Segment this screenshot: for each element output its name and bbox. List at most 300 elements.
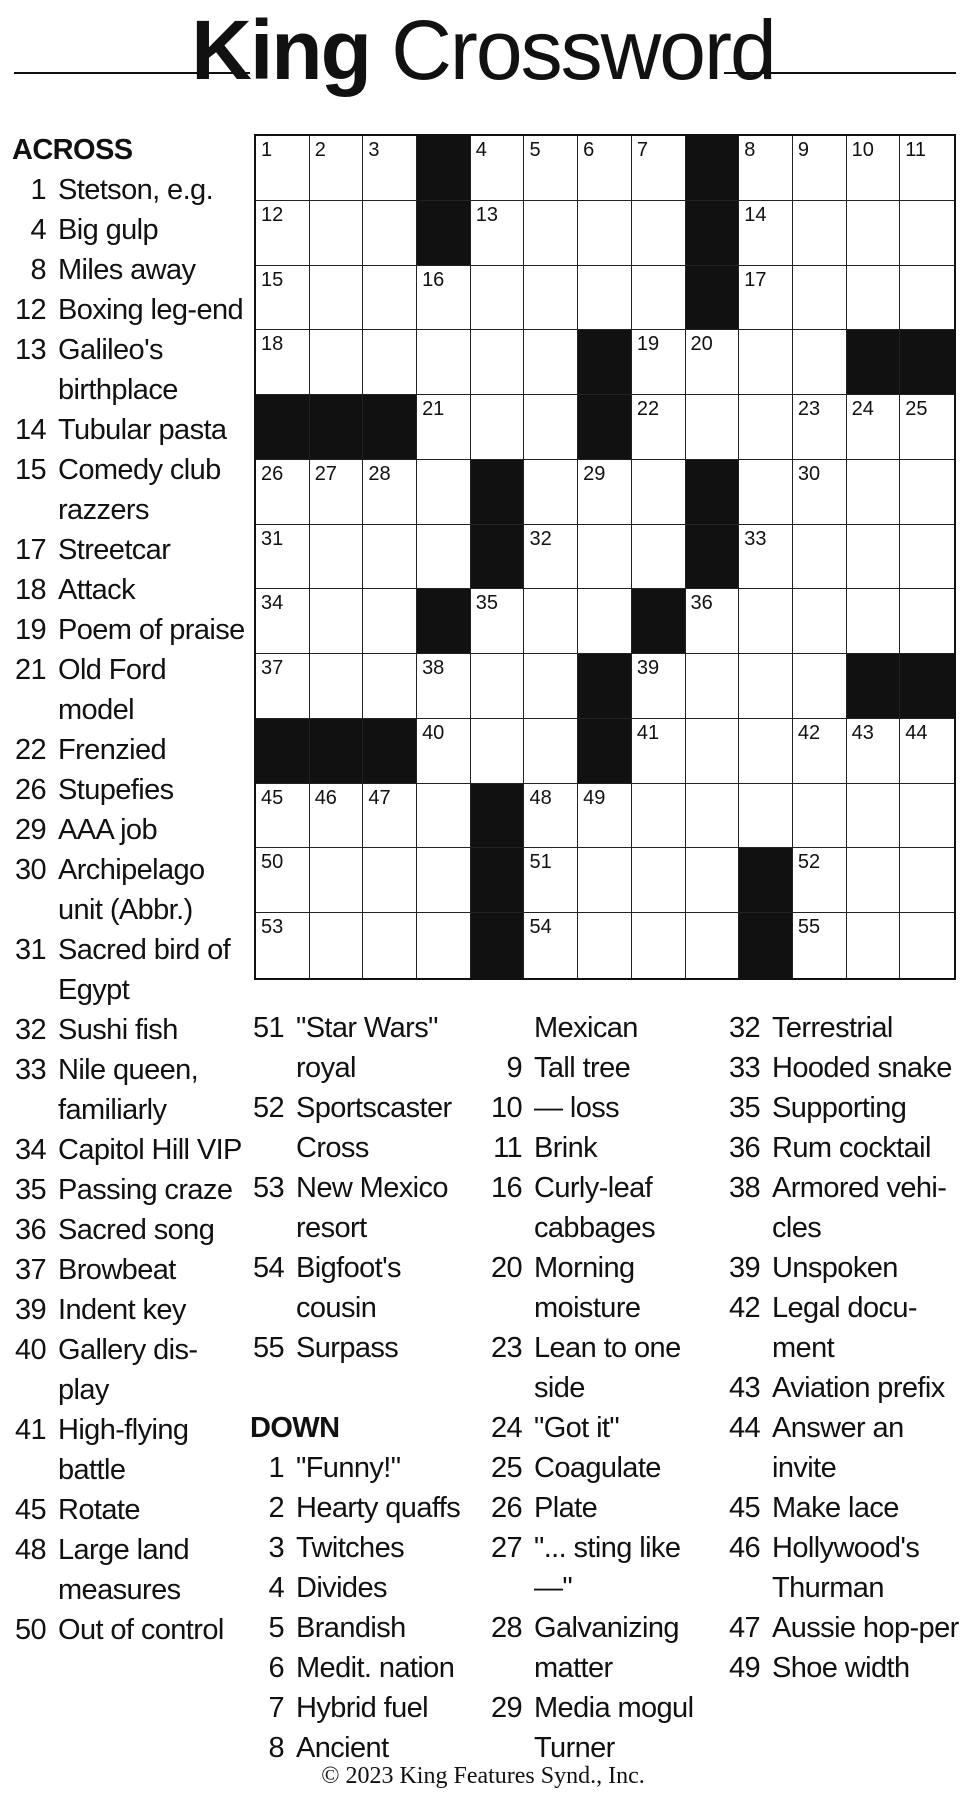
across-clue — [12, 730, 248, 770]
clue-text: Shoe width — [772, 1652, 910, 1684]
clue-text: Galvanizing matter — [534, 1612, 679, 1684]
grid-cell[interactable] — [363, 589, 417, 654]
across-clue — [12, 770, 248, 810]
grid-cell[interactable] — [363, 913, 417, 978]
down-clue — [488, 1088, 720, 1128]
grid-cell[interactable] — [686, 913, 740, 978]
black-square — [686, 460, 740, 525]
clue-number: 22 — [14, 734, 46, 766]
grid-cell[interactable] — [471, 719, 525, 784]
grid-cell[interactable] — [632, 719, 686, 784]
clue-number: 40 — [14, 1334, 46, 1366]
clue-number: 43 — [851, 721, 874, 744]
across-clue — [12, 450, 248, 530]
grid-cell[interactable] — [632, 784, 686, 849]
grid-cell[interactable] — [900, 201, 954, 266]
clue-text: "Funny!" — [296, 1452, 401, 1484]
black-square — [417, 201, 471, 266]
grid-cell[interactable] — [578, 589, 632, 654]
grid-cell[interactable] — [310, 784, 364, 849]
grid-cell[interactable] — [793, 589, 847, 654]
grid-cell[interactable] — [578, 266, 632, 331]
grid-cell[interactable] — [847, 460, 901, 525]
grid-cell[interactable] — [256, 784, 310, 849]
grid-cell[interactable] — [900, 525, 954, 590]
clue-number: 46 — [728, 1532, 760, 1564]
grid-cell[interactable] — [256, 589, 310, 654]
grid-cell[interactable] — [363, 848, 417, 913]
down-clues-column-3 — [488, 1008, 720, 1768]
grid-cell[interactable] — [793, 654, 847, 719]
copyright: © 2023 King Features Synd., Inc. — [321, 1763, 645, 1789]
grid-cell[interactable] — [256, 913, 310, 978]
clue-number: 27 — [314, 462, 337, 485]
clue-number: 15 — [261, 268, 284, 291]
grid-cell[interactable] — [256, 460, 310, 525]
clue-number: 4 — [30, 214, 46, 246]
down-clue — [488, 1248, 720, 1328]
grid-cell[interactable] — [847, 266, 901, 331]
clue-text: "Star Wars" royal — [296, 1012, 438, 1084]
crossword-grid — [254, 134, 956, 980]
grid-cell[interactable] — [471, 201, 525, 266]
down-clue — [726, 1528, 964, 1608]
clue-number: 16 — [422, 268, 445, 291]
clue-number: 41 — [14, 1414, 46, 1446]
clue-number: 10 — [851, 139, 874, 161]
clue-text: Stupefies — [58, 774, 174, 806]
clue-number: 8 — [744, 139, 756, 161]
clue-number: 38 — [422, 657, 445, 680]
clue-text: Armored vehi-cles — [772, 1172, 947, 1244]
clue-text: Medit. nation — [296, 1652, 455, 1684]
grid-cell[interactable] — [417, 719, 471, 784]
grid-cell[interactable] — [739, 266, 793, 331]
grid-cell[interactable] — [256, 654, 310, 719]
clue-text: Twitches — [296, 1532, 405, 1564]
down-clue — [726, 1608, 964, 1648]
clue-number: 3 — [368, 139, 380, 161]
down-clue — [250, 1688, 482, 1728]
grid-cell[interactable] — [524, 589, 578, 654]
clue-number: 21 — [422, 398, 445, 421]
clue-number: 6 — [268, 1652, 284, 1684]
clue-number: 30 — [797, 462, 821, 485]
clue-number: 39 — [14, 1294, 46, 1326]
grid-cell[interactable] — [686, 848, 740, 913]
grid-cell[interactable] — [310, 201, 364, 266]
clue-text: Aussie hop-per — [772, 1612, 959, 1644]
clue-number: 51 — [529, 851, 552, 874]
clue-number: 44 — [728, 1412, 760, 1444]
across-clue — [250, 1008, 482, 1088]
black-square — [256, 395, 310, 460]
across-clue — [12, 650, 248, 730]
clue-number: 7 — [636, 139, 648, 161]
grid-cell[interactable] — [793, 719, 847, 784]
clue-text: Legal docu-ment — [772, 1292, 917, 1364]
grid-cell[interactable] — [686, 395, 740, 460]
grid-cell[interactable] — [256, 525, 310, 590]
black-square — [686, 266, 740, 331]
grid-cell[interactable] — [900, 848, 954, 913]
grid-cell[interactable] — [524, 848, 578, 913]
grid-cell[interactable] — [524, 395, 578, 460]
clue-number: 7 — [268, 1692, 284, 1724]
grid-cell[interactable] — [417, 913, 471, 978]
clue-number: 16 — [490, 1172, 522, 1204]
grid-cell[interactable] — [847, 395, 901, 460]
grid-cell[interactable] — [524, 201, 578, 266]
grid-cell[interactable] — [632, 201, 686, 266]
down-clue — [250, 1488, 482, 1528]
clue-number: 29 — [14, 814, 46, 846]
clue-text: Hooded snake — [772, 1052, 952, 1084]
grid-cell[interactable] — [739, 784, 793, 849]
grid-cell[interactable] — [632, 395, 686, 460]
across-clue — [250, 1088, 482, 1168]
down-clue — [488, 1448, 720, 1488]
clue-text: Answer an invite — [772, 1412, 904, 1484]
grid-cell[interactable] — [686, 719, 740, 784]
grid-cell[interactable] — [578, 525, 632, 590]
title-king: King — [191, 3, 370, 97]
across-clue — [12, 1330, 248, 1410]
grid-cell[interactable] — [471, 395, 525, 460]
clue-text: Tall tree — [534, 1052, 631, 1084]
clue-number: 20 — [490, 1252, 522, 1284]
grid-cell[interactable] — [310, 654, 364, 719]
grid-cell[interactable] — [363, 525, 417, 590]
grid-cell[interactable] — [417, 525, 471, 590]
clue-number: 31 — [261, 527, 284, 550]
grid-cell[interactable] — [310, 848, 364, 913]
grid-cell[interactable] — [847, 136, 901, 201]
down-clue — [250, 1608, 482, 1648]
grid-cell[interactable] — [847, 719, 901, 784]
black-square — [847, 330, 901, 395]
clue-number: 12 — [14, 294, 46, 326]
down-clue — [488, 1048, 720, 1088]
clue-number: 50 — [14, 1614, 46, 1646]
clue-text: Hollywood's Thurman — [772, 1532, 920, 1604]
across-clue — [12, 1250, 248, 1290]
down-heading: DOWN — [250, 1412, 340, 1444]
across-clue — [12, 1130, 248, 1170]
clue-number: 45 — [728, 1492, 760, 1524]
grid-cell[interactable] — [256, 136, 310, 201]
grid-cell[interactable] — [524, 913, 578, 978]
across-clue — [12, 850, 248, 930]
grid-cell[interactable] — [793, 201, 847, 266]
grid-cell[interactable] — [793, 330, 847, 395]
grid-cell[interactable] — [310, 330, 364, 395]
grid-cell[interactable] — [900, 589, 954, 654]
black-square — [686, 136, 740, 201]
grid-cell[interactable] — [578, 460, 632, 525]
clue-number: 29 — [490, 1692, 522, 1724]
clue-number: 33 — [728, 1052, 760, 1084]
down-clue — [488, 1528, 720, 1608]
across-clue — [12, 930, 248, 1010]
grid-cell[interactable] — [793, 266, 847, 331]
grid-cell[interactable] — [417, 784, 471, 849]
clue-number: 17 — [744, 268, 767, 291]
grid-cell[interactable] — [632, 654, 686, 719]
clue-number: 25 — [905, 398, 928, 421]
grid-cell[interactable] — [256, 201, 310, 266]
grid-cell[interactable] — [739, 460, 793, 525]
grid-cell[interactable] — [310, 460, 364, 525]
down-clue — [726, 1488, 964, 1528]
grid-cell[interactable] — [793, 136, 847, 201]
grid-cell[interactable] — [471, 654, 525, 719]
clue-text: Gallery dis-play — [58, 1334, 198, 1406]
grid-cell[interactable] — [793, 525, 847, 590]
grid-cell[interactable] — [632, 460, 686, 525]
clue-number: 31 — [14, 934, 46, 966]
grid-cell[interactable] — [686, 330, 740, 395]
clue-number: 27 — [490, 1532, 522, 1564]
clue-number: 48 — [14, 1534, 46, 1566]
clue-number: 42 — [797, 721, 821, 744]
clue-number: 45 — [14, 1494, 46, 1526]
clue-text: Rotate — [58, 1494, 140, 1526]
grid-cell[interactable] — [363, 784, 417, 849]
clue-text: Sacred bird of Egypt — [58, 934, 231, 1006]
grid-cell[interactable] — [524, 136, 578, 201]
down-clue — [726, 1048, 964, 1088]
clue-number: 17 — [14, 534, 46, 566]
grid-cell[interactable] — [900, 719, 954, 784]
grid-cell[interactable] — [417, 330, 471, 395]
clue-text: Capitol Hill VIP — [58, 1134, 242, 1166]
clue-number: 42 — [728, 1292, 760, 1324]
clue-number: 14 — [744, 203, 767, 226]
black-square — [471, 848, 525, 913]
clue-number: 15 — [14, 454, 46, 486]
grid-cell[interactable] — [793, 784, 847, 849]
grid-cell[interactable] — [578, 784, 632, 849]
clue-text: Browbeat — [58, 1254, 176, 1286]
down-clue — [488, 1168, 720, 1248]
clue-number: 8 — [268, 1732, 284, 1764]
clue-number: 24 — [851, 398, 874, 421]
grid-cell[interactable] — [793, 913, 847, 978]
clue-number: 54 — [529, 916, 552, 939]
grid-cell[interactable] — [793, 395, 847, 460]
clue-number: 49 — [583, 786, 606, 809]
clue-text: Aviation prefix — [772, 1372, 945, 1404]
down-clue — [726, 1088, 964, 1128]
black-square — [578, 719, 632, 784]
grid-cell[interactable] — [578, 136, 632, 201]
grid-cell[interactable] — [363, 460, 417, 525]
grid-cell[interactable] — [632, 525, 686, 590]
clue-number: 2 — [314, 139, 326, 161]
clue-text: Sushi fish — [58, 1014, 178, 1046]
grid-cell[interactable] — [847, 784, 901, 849]
grid-cell[interactable] — [578, 913, 632, 978]
black-square — [578, 654, 632, 719]
clue-number: 29 — [583, 462, 606, 485]
grid-cell[interactable] — [900, 395, 954, 460]
grid-cell[interactable] — [739, 525, 793, 590]
clue-number: 11 — [905, 139, 927, 161]
grid-cell[interactable] — [417, 848, 471, 913]
black-square — [417, 589, 471, 654]
grid-cell[interactable] — [471, 589, 525, 654]
clue-number: 50 — [261, 851, 284, 874]
clue-text: Old Ford model — [58, 654, 167, 726]
clue-number: 36 — [728, 1132, 760, 1164]
grid-cell[interactable] — [417, 266, 471, 331]
grid-cell[interactable] — [739, 589, 793, 654]
clue-text: Make lace — [772, 1492, 899, 1524]
across-clue — [12, 170, 248, 210]
grid-cell[interactable] — [417, 395, 471, 460]
grid-cell[interactable] — [471, 330, 525, 395]
clue-number: 11 — [493, 1132, 522, 1164]
clue-number: 40 — [422, 721, 445, 744]
across-clues-column-1 — [12, 130, 248, 1650]
grid-cell[interactable] — [900, 136, 954, 201]
grid-cell[interactable] — [632, 848, 686, 913]
grid-cell[interactable] — [363, 136, 417, 201]
clue-number: 51 — [252, 1012, 284, 1044]
grid-cell[interactable] — [847, 913, 901, 978]
grid-cell[interactable] — [632, 913, 686, 978]
grid-cell[interactable] — [310, 913, 364, 978]
black-square — [471, 460, 525, 525]
grid-cell[interactable] — [310, 589, 364, 654]
clue-text: Passing craze — [58, 1174, 233, 1206]
grid-cell[interactable] — [847, 201, 901, 266]
clue-text: Terrestrial — [772, 1012, 893, 1044]
grid-cell[interactable] — [417, 654, 471, 719]
grid-cell[interactable] — [524, 525, 578, 590]
grid-cell[interactable] — [256, 330, 310, 395]
grid-cell[interactable] — [256, 266, 310, 331]
clue-text: Stetson, e.g. — [58, 174, 214, 206]
grid-cell[interactable] — [417, 460, 471, 525]
clues-column-2 — [250, 1008, 482, 1768]
grid-cell[interactable] — [739, 395, 793, 460]
down-clue — [250, 1448, 482, 1488]
clue-number: 54 — [252, 1252, 284, 1284]
grid-cell[interactable] — [524, 654, 578, 719]
down-clue — [250, 1648, 482, 1688]
clue-number: 35 — [728, 1092, 760, 1124]
grid-cell[interactable] — [363, 266, 417, 331]
clue-text: Divides — [296, 1572, 387, 1604]
grid-cell[interactable] — [310, 266, 364, 331]
grid-cell[interactable] — [363, 330, 417, 395]
clue-text: Streetcar — [58, 534, 171, 566]
grid-cell[interactable] — [900, 913, 954, 978]
grid-cell[interactable] — [847, 848, 901, 913]
clue-number: 35 — [14, 1174, 46, 1206]
grid-cell[interactable] — [793, 460, 847, 525]
grid-cell[interactable] — [900, 460, 954, 525]
clue-text: "... sting like —" — [534, 1532, 681, 1604]
grid-cell[interactable] — [524, 460, 578, 525]
grid-cell[interactable] — [632, 266, 686, 331]
grid-cell[interactable] — [686, 589, 740, 654]
clue-number: 1 — [261, 139, 273, 161]
down-clue — [488, 1488, 720, 1528]
grid-cell[interactable] — [686, 784, 740, 849]
grid-cell[interactable] — [524, 330, 578, 395]
clue-number: 45 — [261, 786, 284, 809]
clue-number: 26 — [261, 462, 284, 485]
clue-text: AAA job — [58, 814, 157, 846]
grid-cell[interactable] — [739, 136, 793, 201]
grid-cell[interactable] — [471, 266, 525, 331]
grid-cell[interactable] — [578, 848, 632, 913]
grid-cell[interactable] — [632, 136, 686, 201]
grid-cell[interactable] — [847, 525, 901, 590]
grid-cell[interactable] — [524, 719, 578, 784]
clue-number: 36 — [690, 592, 713, 615]
across-clue — [12, 1410, 248, 1490]
clue-text: Big gulp — [58, 214, 158, 246]
clue-text: Sportscaster Cross — [296, 1092, 452, 1164]
clue-number: 4 — [475, 139, 487, 161]
across-clue — [250, 1168, 482, 1248]
across-clue — [250, 1328, 482, 1368]
clue-number: 1 — [268, 1452, 284, 1484]
grid-cell[interactable] — [739, 719, 793, 784]
grid-cell[interactable] — [739, 330, 793, 395]
clue-text: Brandish — [296, 1612, 406, 1644]
grid-cell[interactable] — [793, 848, 847, 913]
grid-cell[interactable] — [310, 525, 364, 590]
clue-number: 6 — [583, 139, 595, 161]
grid-cell[interactable] — [363, 201, 417, 266]
grid-cell[interactable] — [524, 266, 578, 331]
clue-number: 5 — [529, 139, 541, 161]
across-clue — [12, 1170, 248, 1210]
down-clue — [726, 1168, 964, 1248]
clue-text: Comedy club razzers — [58, 454, 221, 526]
clue-number: 33 — [744, 527, 767, 550]
grid-cell[interactable] — [632, 330, 686, 395]
clue-text: Plate — [534, 1492, 598, 1524]
grid-cell[interactable] — [686, 654, 740, 719]
grid-cell[interactable] — [524, 784, 578, 849]
clue-number: 43 — [728, 1372, 760, 1404]
across-clue — [12, 1290, 248, 1330]
grid-cell[interactable] — [847, 589, 901, 654]
across-clue — [12, 250, 248, 290]
grid-cell[interactable] — [739, 654, 793, 719]
grid-cell[interactable] — [256, 848, 310, 913]
clue-number: 19 — [636, 333, 660, 356]
grid-cell[interactable] — [900, 784, 954, 849]
grid-cell[interactable] — [310, 136, 364, 201]
grid-cell[interactable] — [739, 201, 793, 266]
grid-cell[interactable] — [900, 266, 954, 331]
grid-cell[interactable] — [578, 201, 632, 266]
across-clue — [12, 1490, 248, 1530]
clue-number: 34 — [14, 1134, 46, 1166]
down-clue — [250, 1528, 482, 1568]
grid-cell[interactable] — [363, 654, 417, 719]
clue-number: 21 — [14, 654, 46, 686]
grid-cell[interactable] — [471, 136, 525, 201]
clue-text: "Got it" — [534, 1412, 620, 1444]
